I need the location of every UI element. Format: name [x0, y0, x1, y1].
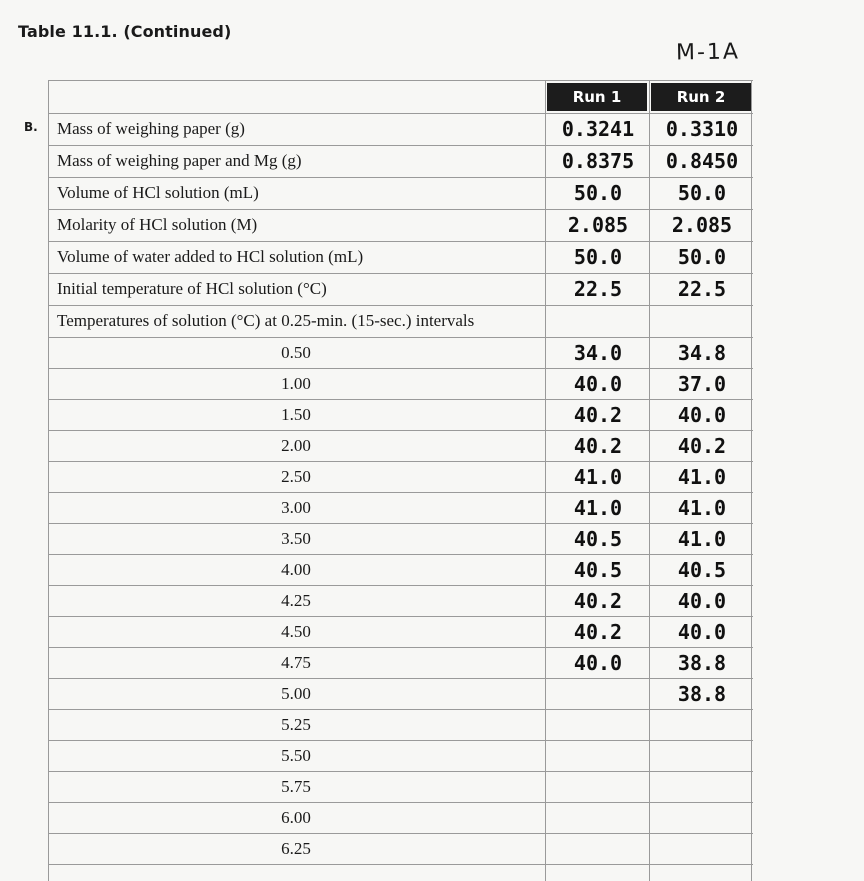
- run1-value: [547, 709, 649, 740]
- time-row: [49, 399, 753, 431]
- time-row: [49, 771, 753, 803]
- run2-value: 40.0: [677, 402, 727, 427]
- time-row: [49, 461, 753, 493]
- time-label: 3.00: [281, 497, 311, 517]
- time-label: 5.75: [281, 776, 311, 796]
- time-row: [49, 585, 753, 617]
- run1-value: 50.0: [573, 181, 623, 205]
- run2-value: [651, 740, 753, 771]
- time-label: 6.25: [281, 838, 311, 858]
- time-row: [49, 616, 753, 648]
- run1-value: 50.0: [573, 245, 623, 269]
- time-label: 4.50: [281, 621, 311, 641]
- time-row: [49, 647, 753, 679]
- column-divider: [751, 81, 752, 881]
- run2-value: 41.0: [677, 526, 727, 551]
- run2-header: Run 2: [651, 83, 751, 111]
- run2-value: 40.2: [677, 433, 727, 458]
- run2-value: 37.0: [677, 371, 727, 396]
- table-row: [49, 241, 753, 274]
- run2-value: 0.3310: [665, 117, 739, 141]
- row-label: Mass of weighing paper (g): [57, 119, 245, 138]
- time-row: [49, 709, 753, 741]
- time-label: 6.00: [281, 807, 311, 827]
- run1-value: 34.0: [573, 340, 623, 365]
- time-label: 2.00: [281, 435, 311, 455]
- table-row: [49, 273, 753, 306]
- run1-value: [547, 678, 649, 709]
- run2-value: 22.5: [677, 277, 727, 301]
- run1-value: 40.5: [573, 526, 623, 551]
- run2-value: 40.0: [677, 588, 727, 613]
- row-label: Molarity of HCl solution (M): [57, 215, 258, 234]
- run2-value: 40.5: [677, 557, 727, 582]
- time-row: [49, 523, 753, 555]
- run2-value: 38.8: [677, 681, 727, 706]
- run2-value: 0.8450: [665, 149, 739, 173]
- table-row: [49, 113, 753, 146]
- time-row: [49, 492, 753, 524]
- time-label: 5.00: [281, 683, 311, 703]
- column-divider: [649, 81, 650, 881]
- time-label: 1.00: [281, 373, 311, 393]
- run2-value: [651, 305, 753, 337]
- section-label: B.: [24, 120, 38, 134]
- run2-value: 50.0: [677, 181, 727, 205]
- time-row: [49, 368, 753, 400]
- run2-value: 38.8: [677, 650, 727, 675]
- table-row: [49, 305, 753, 338]
- time-row: [49, 554, 753, 586]
- time-label: 5.25: [281, 714, 311, 734]
- table-row: [49, 177, 753, 210]
- time-row: [49, 430, 753, 462]
- run1-value: 0.3241: [561, 117, 635, 141]
- data-table: [48, 80, 753, 881]
- time-label: 3.50: [281, 528, 311, 548]
- handwritten-note: M-1A: [675, 39, 741, 66]
- run2-value: 34.8: [677, 340, 727, 365]
- time-label: 4.75: [281, 652, 311, 672]
- table-row: [49, 145, 753, 178]
- row-label: Mass of weighing paper and Mg (g): [57, 151, 302, 170]
- run2-value: 41.0: [677, 464, 727, 489]
- run2-value: [651, 771, 753, 802]
- run1-value: [547, 833, 649, 864]
- time-row: [49, 833, 753, 865]
- run2-value: 41.0: [677, 495, 727, 520]
- run1-value: 40.2: [573, 402, 623, 427]
- run2-value: [651, 833, 753, 864]
- header-row: [49, 81, 753, 114]
- time-row: [49, 740, 753, 772]
- run1-value: 2.085: [567, 213, 629, 237]
- row-label: Volume of HCl solution (mL): [57, 183, 259, 202]
- time-row: [49, 678, 753, 710]
- run1-value: 41.0: [573, 464, 623, 489]
- row-label: Temperatures of solution (°C) at 0.25-min. (15-sec.) intervals: [57, 311, 475, 330]
- run2-value: [651, 709, 753, 740]
- run1-value: 40.5: [573, 557, 623, 582]
- run1-value: 40.2: [573, 433, 623, 458]
- run2-value: 2.085: [671, 213, 733, 237]
- run1-value: 41.0: [573, 495, 623, 520]
- time-label: 4.25: [281, 590, 311, 610]
- table-row: [49, 209, 753, 242]
- time-row: [49, 337, 753, 369]
- time-label: 0.50: [281, 342, 311, 362]
- run1-value: 22.5: [573, 277, 623, 301]
- run1-value: 0.8375: [561, 149, 635, 173]
- run2-value: 40.0: [677, 619, 727, 644]
- run1-value: [547, 771, 649, 802]
- row-label: Initial temperature of HCl solution (°C): [57, 279, 327, 298]
- time-label: 4.00: [281, 559, 311, 579]
- run2-value: 50.0: [677, 245, 727, 269]
- time-label: 2.50: [281, 466, 311, 486]
- run2-value: [651, 802, 753, 833]
- run1-value: 40.2: [573, 619, 623, 644]
- run1-value: 40.2: [573, 588, 623, 613]
- row-label: Volume of water added to HCl solution (mL): [57, 247, 364, 266]
- run1-value: 40.0: [573, 371, 623, 396]
- run1-value: 40.0: [573, 650, 623, 675]
- column-divider: [545, 81, 546, 881]
- run1-value: [547, 305, 649, 337]
- run1-value: [547, 802, 649, 833]
- table-title: Table 11.1. (Continued): [18, 22, 232, 41]
- time-label: 1.50: [281, 404, 311, 424]
- time-row: [49, 802, 753, 834]
- run1-header: Run 1: [547, 83, 647, 111]
- run1-value: [547, 740, 649, 771]
- time-label: 5.50: [281, 745, 311, 765]
